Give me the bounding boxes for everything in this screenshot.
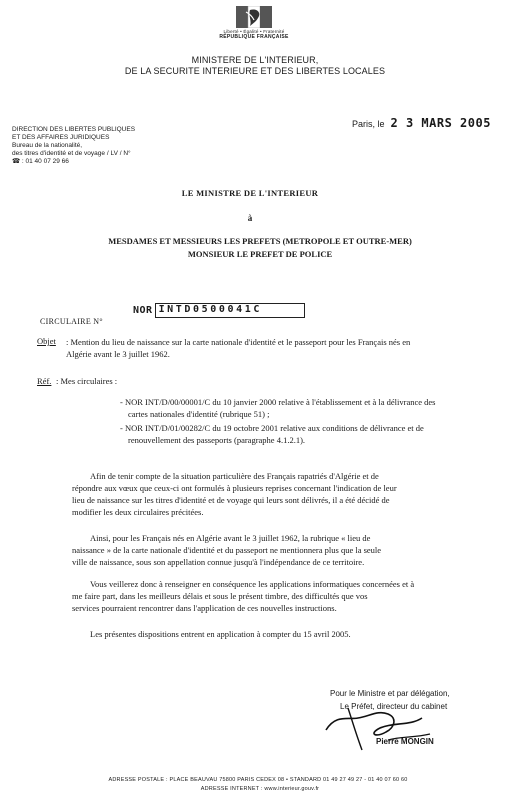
objet-text [66, 336, 496, 360]
p3-line: me faire part, dans les meilleurs délais et sous le présent timbre, des difficultés que vos [72, 591, 368, 601]
date-stamp: 2 3 MARS 2005 [390, 116, 491, 130]
motto: Liberté • Égalité • Fraternité [223, 29, 285, 34]
recipient-to: à [247, 213, 253, 223]
p1-line: Afin de tenir compte de la situation particulière des Français rapatriés d'Algérie et de [90, 471, 379, 481]
signature-line2: Le Préfet, directeur du cabinet [340, 702, 448, 711]
signatory-name: Pierre MONGIN [376, 737, 434, 746]
nor-prefix: NOR [133, 305, 153, 316]
paragraph-1 [72, 470, 500, 518]
republique-logo [214, 6, 294, 40]
ministry-line1: MINISTERE DE L'INTERIEUR, [191, 55, 319, 65]
date [352, 116, 491, 130]
p1-line: lieu de naissance sur les titres d'identité et de voyage qui leurs sont délivrés, il a été décidé de [72, 495, 390, 505]
objet-label: Objet [37, 336, 56, 346]
ministry-line2: DE LA SECURITE INTERIEURE ET DES LIBERTES LOCALES [124, 66, 386, 76]
ref-label: Réf. [37, 376, 52, 386]
direction-block [12, 126, 202, 166]
p1-line: répondre aux vœux que ceux-ci ont formulés à plusieurs reprises concernant l'indication de leur [72, 483, 397, 493]
recipient-line1: MESDAMES ET MESSIEURS LES PREFETS (METROPOLE ET OUTRE-MER) [108, 236, 412, 246]
p2-line: ville de naissance, sous son appellation connue jusqu'à l'indépendance de ce territoire. [72, 557, 365, 567]
direction-phone: ☎ : 01 40 07 29 66 [12, 158, 69, 165]
date-prefix: Paris, le [352, 119, 385, 129]
ref-item2-line1: - NOR INT/D/01/00282/C du 19 octobre 2001 relative aux conditions de délivrance et de [120, 423, 424, 433]
ref-item1-line2: cartes nationales d'identité (rubrique 51) ; [128, 409, 270, 419]
nor-reference [133, 302, 305, 319]
direction-line4: des titres d'identité et de voyage / LV / N° [12, 150, 131, 157]
direction-line3: Bureau de la nationalité, [12, 142, 83, 149]
nor-code: INTD0500041C [158, 304, 263, 315]
signature-line1: Pour le Ministre et par délégation, [330, 689, 450, 698]
republic-label: RÉPUBLIQUE FRANÇAISE [219, 34, 289, 40]
paragraph-2 [72, 532, 500, 568]
p2-line: naissance » de la carte nationale d'identité et du passeport ne mentionnera plus que la seule [72, 545, 382, 555]
circulaire-label: CIRCULAIRE N° [40, 317, 103, 326]
p3-line: services pourraient rencontrer dans l'application de ces nouvelles instructions. [72, 603, 337, 613]
paragraph-3 [72, 578, 500, 614]
p2-line: Ainsi, pour les Français nés en Algérie avant le 3 juillet 1962, la rubrique « lieu de [90, 533, 371, 543]
handwritten-signature [318, 700, 448, 760]
paragraph-4: Les présentes dispositions entrent en application à compter du 15 avril 2005. [90, 629, 351, 639]
ref-item [120, 396, 500, 420]
objet-line2: Algérie avant le 3 juillet 1962. [66, 349, 170, 359]
ref-text: : Mes circulaires : [56, 376, 118, 386]
minister-title: LE MINISTRE DE L'INTERIEUR [181, 188, 319, 198]
recipient-line2: MONSIEUR LE PREFET DE POLICE [187, 249, 333, 259]
ministry-heading [120, 55, 390, 77]
objet-line1: : Mention du lieu de naissance sur la carte nationale d'identité et le passeport pour les Français nés en [66, 337, 411, 347]
p1-line: modifier les deux circulaires précitées. [72, 507, 204, 517]
direction-line1: DIRECTION DES LIBERTES PUBLIQUES [12, 126, 136, 133]
footer-website: ADRESSE INTERNET : www.interieur.gouv.fr [200, 786, 320, 792]
ref-item1-line1: - NOR INT/D/00/00001/C du 10 janvier 2000 relative à l'établissement et à la délivrance des [120, 397, 436, 407]
p3-line: Vous veillerez donc à renseigner en conséquence les applications informatiques concernées et à [90, 579, 415, 589]
footer-address: ADRESSE POSTALE : PLACE BEAUVAU 75800 PARIS CEDEX 08 • STANDARD 01 49 27 49 27 - 01 40 07 60 60 [108, 777, 408, 783]
direction-line2: ET DES AFFAIRES JURIDIQUES [12, 134, 110, 141]
nor-code-box [155, 303, 305, 318]
marianne-logo-icon [236, 6, 272, 28]
ref-item [120, 422, 500, 446]
ref-item2-line2: renouvellement des passeports (paragraphe 4.1.2.1). [128, 435, 306, 445]
